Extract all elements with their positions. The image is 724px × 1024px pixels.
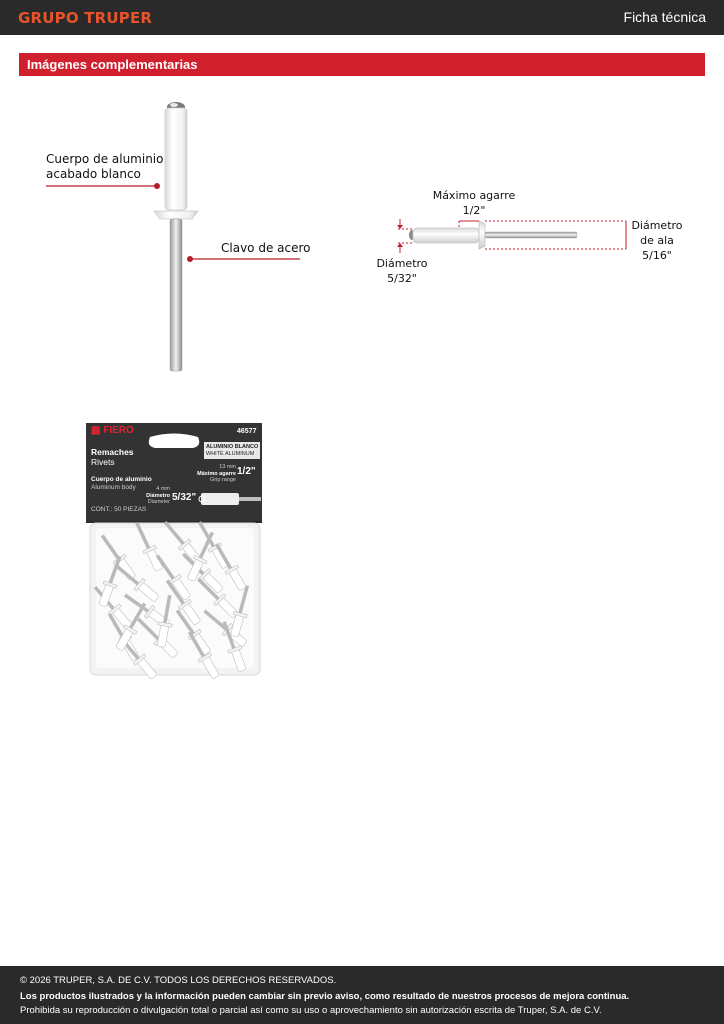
flange-label-line2: de ala: [640, 234, 674, 247]
footer-prohibition: Prohibida su reproducción o divulgación total o parcial así como su uso o aprovechamiento sin autorización escrita de Truper, S.A. de C.V.: [20, 1005, 602, 1016]
package-title: [91, 447, 134, 467]
package-grip-es: Máximo agarre: [197, 470, 236, 477]
truper-logo: GRUPO TRUPER: [18, 9, 153, 27]
package-body-en: Aluminum body: [91, 484, 136, 491]
package-diam-value: 5/32": [172, 492, 197, 503]
body-callout-line: [46, 183, 160, 189]
footer-notice: Los productos ilustrados y la información pueden cambiar sin previo aviso, como resultado de nuestros procesos de mejora continua.: [20, 991, 630, 1002]
package-content: CONT.: 50 PIEZAS: [91, 506, 147, 513]
nail-callout-line: [187, 256, 300, 262]
package-brand: [91, 425, 134, 436]
horizontal-rivet-illustration: [409, 221, 577, 249]
body-label-line2: acabado blanco: [46, 167, 141, 181]
package-grip-value: 1/2": [237, 466, 256, 477]
package-material-en: WHITE ALUMINUM: [206, 450, 255, 457]
body-material-label: [46, 152, 164, 182]
flange-diameter-label: [628, 218, 686, 263]
package-code: 46577: [237, 428, 257, 435]
diameter-label: [373, 256, 431, 286]
package-grip-en: Grip range: [210, 477, 236, 483]
package-title-es: Remaches: [91, 447, 134, 457]
flange-label-value: 5/16": [642, 249, 672, 262]
section-title: Imágenes complementarias: [27, 57, 198, 72]
body-label-line1: Cuerpo de aluminio: [46, 152, 164, 166]
footer-copyright: © 2026 TRUPER, S.A. DE C.V. TODOS LOS DERECHOS RESERVADOS.: [20, 975, 337, 986]
document-type: Ficha técnica: [623, 9, 706, 25]
package-grip-range: [176, 464, 236, 484]
nail-material-label: Clavo de acero: [221, 241, 311, 255]
package-diam-es: Diámetro: [146, 492, 170, 499]
diameter-label-value: 5/32": [387, 272, 417, 285]
package-grip-mm: 13 mm: [219, 464, 236, 470]
page-footer: [0, 966, 724, 1024]
diameter-label-text: Diámetro: [376, 257, 428, 270]
fiero-logo-icon: ▩: [91, 425, 104, 436]
package-material: [206, 444, 258, 457]
package-diam-en: Diameter: [147, 499, 170, 505]
vertical-rivet-illustration: [154, 102, 198, 371]
package-brand-text: FIERO: [103, 425, 134, 436]
package-diameter: [140, 486, 170, 506]
grip-label-value: 1/2": [462, 204, 486, 217]
grip-range-label: [430, 188, 518, 218]
package-diam-mm: 4 mm: [156, 486, 170, 492]
package-title-en: Rivets: [91, 457, 115, 467]
grip-label-text: Máximo agarre: [432, 189, 516, 202]
package-body-es: Cuerpo de aluminio: [91, 476, 152, 483]
package-material-es: ALUMINIO BLANCO: [206, 444, 259, 450]
flange-label-line1: Diámetro: [631, 219, 683, 232]
